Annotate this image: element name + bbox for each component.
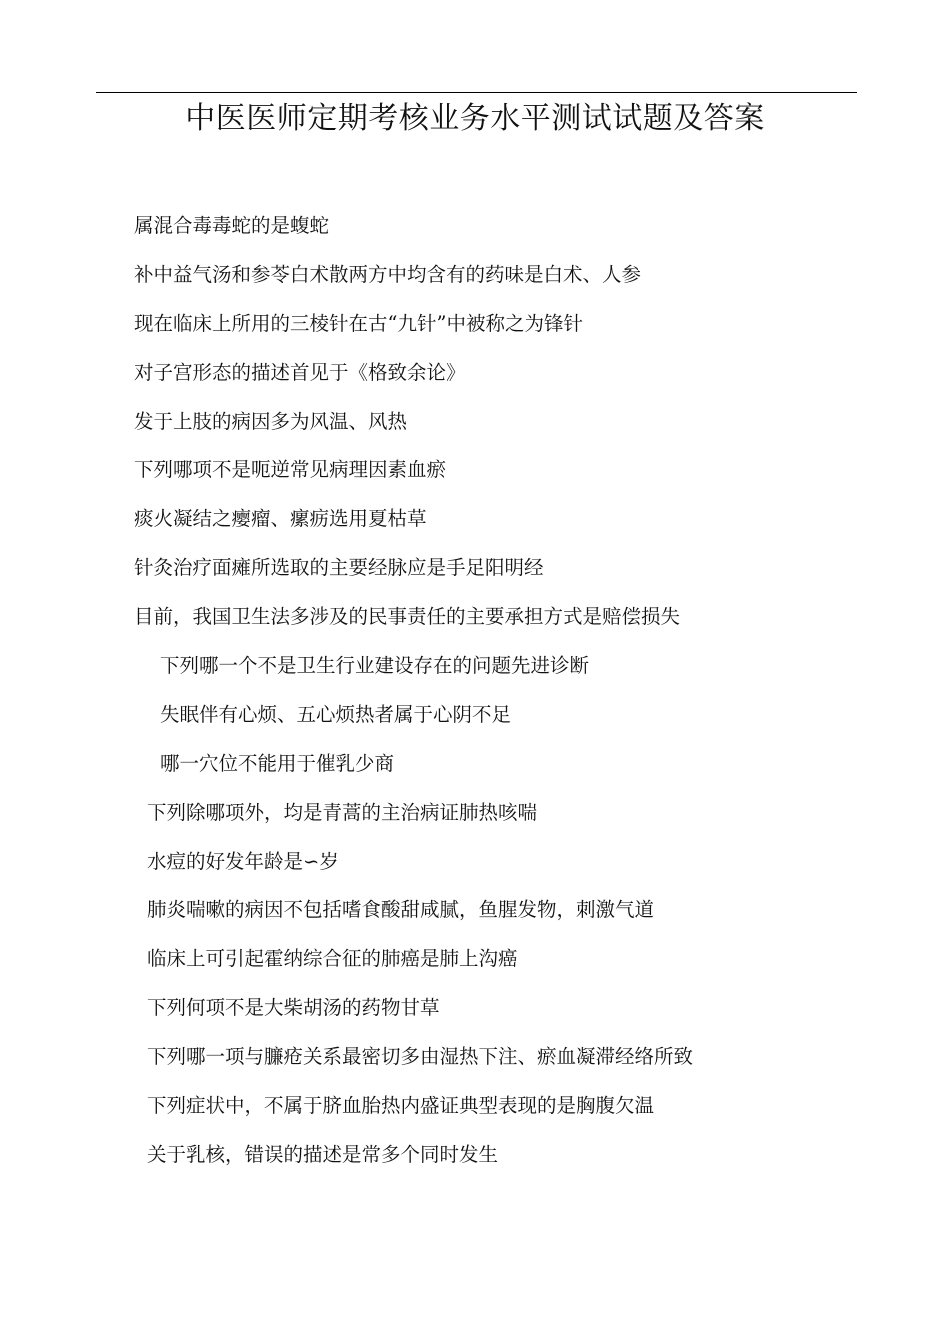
list-item: 下列何项不是大柴胡汤的药物甘草 [147,996,440,1020]
document-title: 中医医师定期考核业务水平测试试题及答案 [185,101,765,136]
list-item: 现在临床上所用的三棱针在古“九针”中被称之为锋针 [134,311,583,335]
list-item: 下列哪项不是呃逆常见病理因素血瘀 [134,458,447,482]
list-item: 下列除哪项外，均是青蒿的主治病证肺热咳喘 [147,800,538,824]
list-item: 肺炎喘嗽的病因不包括嗜食酸甜咸腻，鱼腥发物，刺激气道 [147,898,655,922]
header-rule [96,92,857,93]
list-item: 对子宫形态的描述首见于《格致余论》 [134,360,466,384]
question-list [0,205,950,1183]
list-item: 发于上肢的病因多为风温、风热 [134,409,408,433]
list-item: 痰火凝结之瘿瘤、瘰疬选用夏枯草 [134,507,427,531]
list-item: 失眠伴有心烦、五心烦热者属于心阴不足 [160,702,512,726]
list-item: 属混合毒毒蛇的是蝮蛇 [134,214,330,237]
list-item: 针灸治疗面瘫所选取的主要经脉应是手足阳明经 [134,556,544,580]
list-item: 临床上可引起霍纳综合征的肺癌是肺上沟癌 [147,947,518,971]
list-item: 下列哪一项与臁疮关系最密切多由湿热下注、瘀血凝滞经络所致 [147,1045,694,1069]
list-item: 目前，我国卫生法多涉及的民事责任的主要承担方式是赔偿损失 [134,605,681,629]
list-item: 哪一穴位不能用于催乳少商 [160,751,395,775]
list-item: 水痘的好发年龄是∽岁 [147,849,339,873]
list-item: 下列哪一个不是卫生行业建设存在的问题先进诊断 [160,654,590,678]
list-item: 补中益气汤和参苓白术散两方中均含有的药味是白术、人参 [134,262,642,286]
list-item: 下列症状中，不属于脐血胎热内盛证典型表现的是胸腹欠温 [147,1094,655,1118]
list-item: 关于乳核，错误的描述是常多个同时发生 [147,1142,499,1166]
